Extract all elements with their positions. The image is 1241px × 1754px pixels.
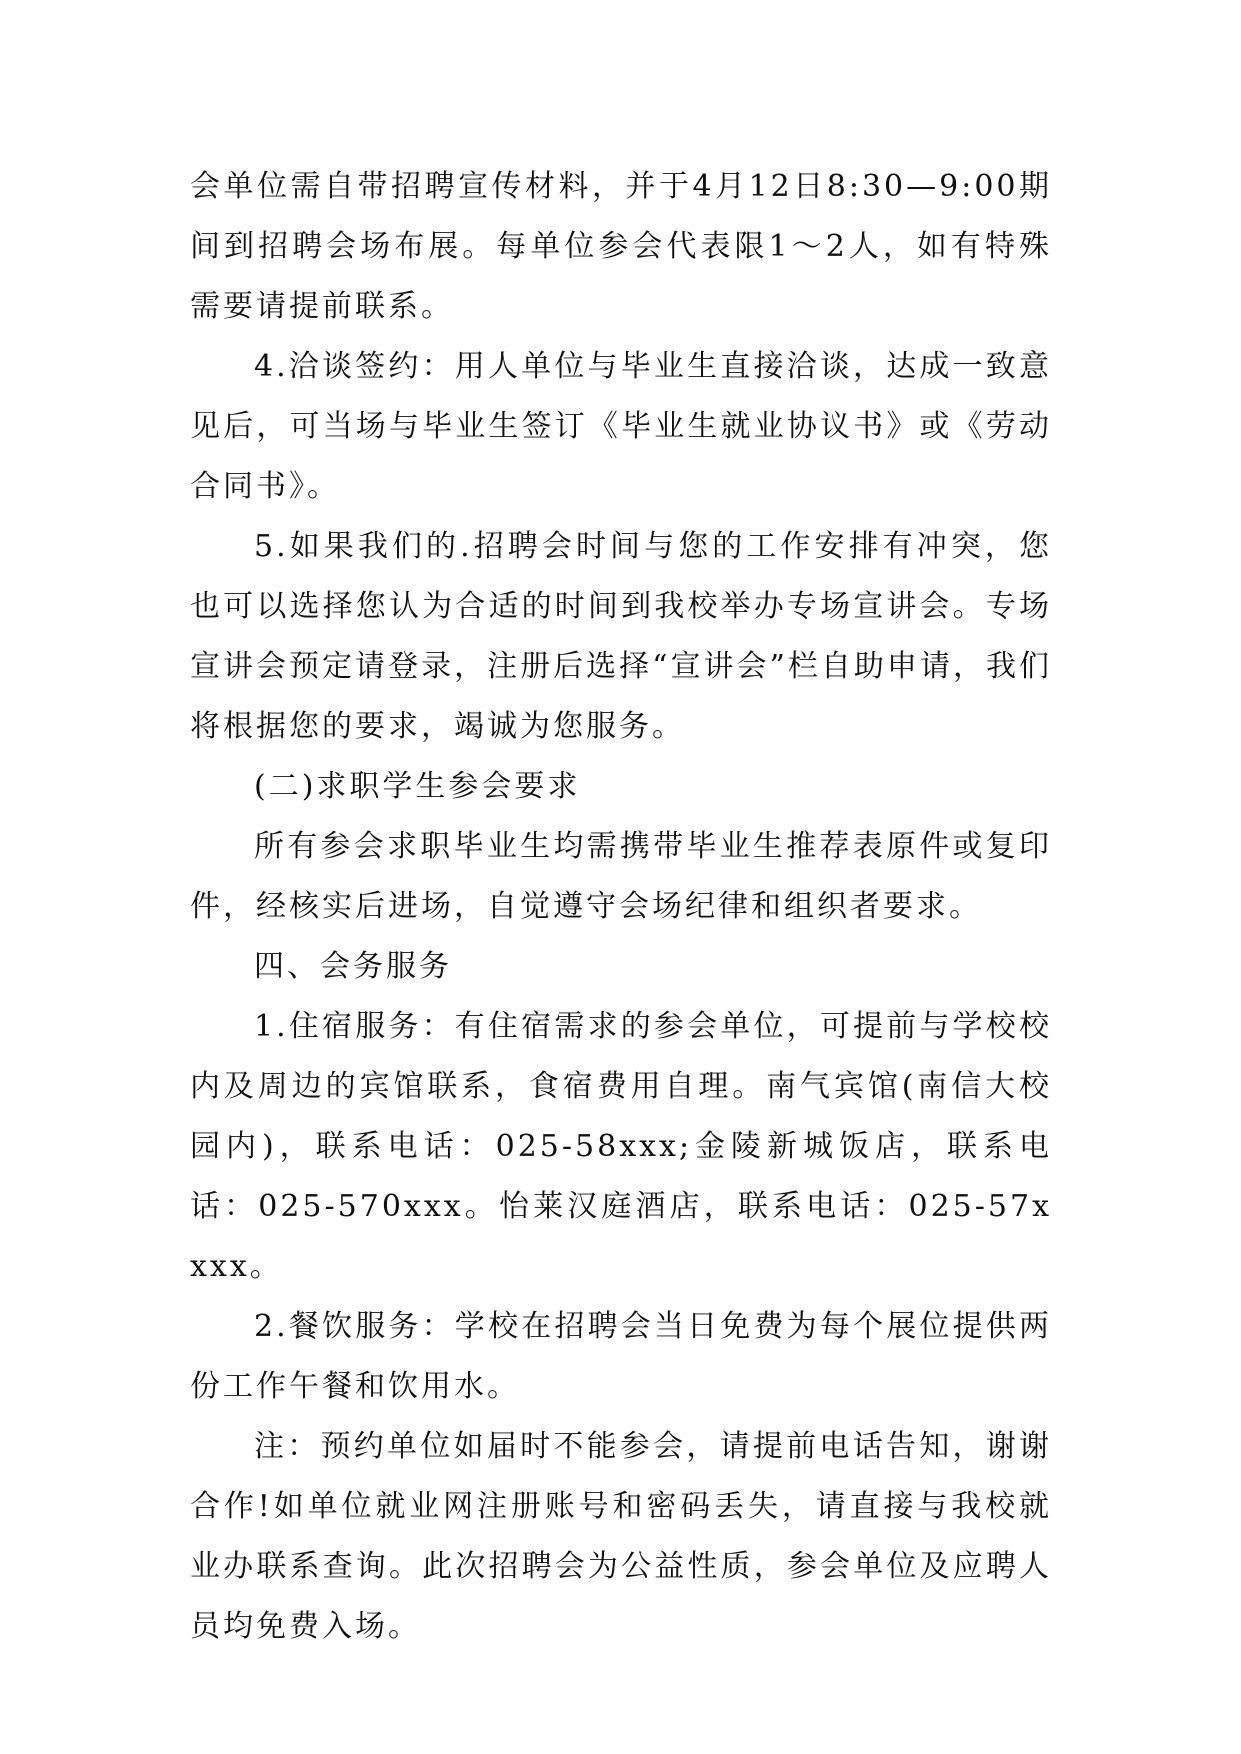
paragraph-note: 注：预约单位如届时不能参会，请提前电话告知，谢谢合作!如单位就业网注册账号和密码丢失，请直接与我校就业办联系查询。此次招聘会为公益性质，参会单位及应聘人员均免费入场。	[190, 1429, 1052, 1644]
section-heading-services: 四、会务服务	[254, 949, 452, 984]
paragraph-signing: 4.洽谈签约：用人单位与毕业生直接洽谈，达成一致意见后，可当场与毕业生签订《毕业生就业协议书》或《劳动合同书》。	[190, 349, 1052, 504]
paragraph-booth-setup: 会单位需自带招聘宣传材料，并于4月12日8:30—9:00期间到招聘会场布展。每单位参会代表限1～2人，如有特殊需要请提前联系。	[190, 169, 1052, 324]
paragraph-presentation: 5.如果我们的.招聘会时间与您的工作安排有冲突，您也可以选择您认为合适的时间到我校举办专场宣讲会。专场宣讲会预定请登录，注册后选择“宣讲会”栏自助申请，我们将根据您的要求，竭诚为您服务。	[190, 529, 1052, 744]
document-body	[190, 157, 1052, 1657]
paragraph-catering: 2.餐饮服务：学校在招聘会当日免费为每个展位提供两份工作午餐和饮用水。	[190, 1309, 1052, 1404]
section-heading-student-requirements: (二)求职学生参会要求	[254, 769, 581, 804]
paragraph-accommodation: 1.住宿服务：有住宿需求的参会单位，可提前与学校校内及周边的宾馆联系，食宿费用自理。南气宾馆(南信大校园内)，联系电话：025-58xxx;金陵新城饭店，联系电话：025-570xxx。怡莱汉庭酒店，联系电话：025-57xxxx。	[190, 1009, 1052, 1284]
paragraph-student-requirements: 所有参会求职毕业生均需携带毕业生推荐表原件或复印件，经核实后进场，自觉遵守会场纪律和组织者要求。	[190, 829, 1052, 924]
